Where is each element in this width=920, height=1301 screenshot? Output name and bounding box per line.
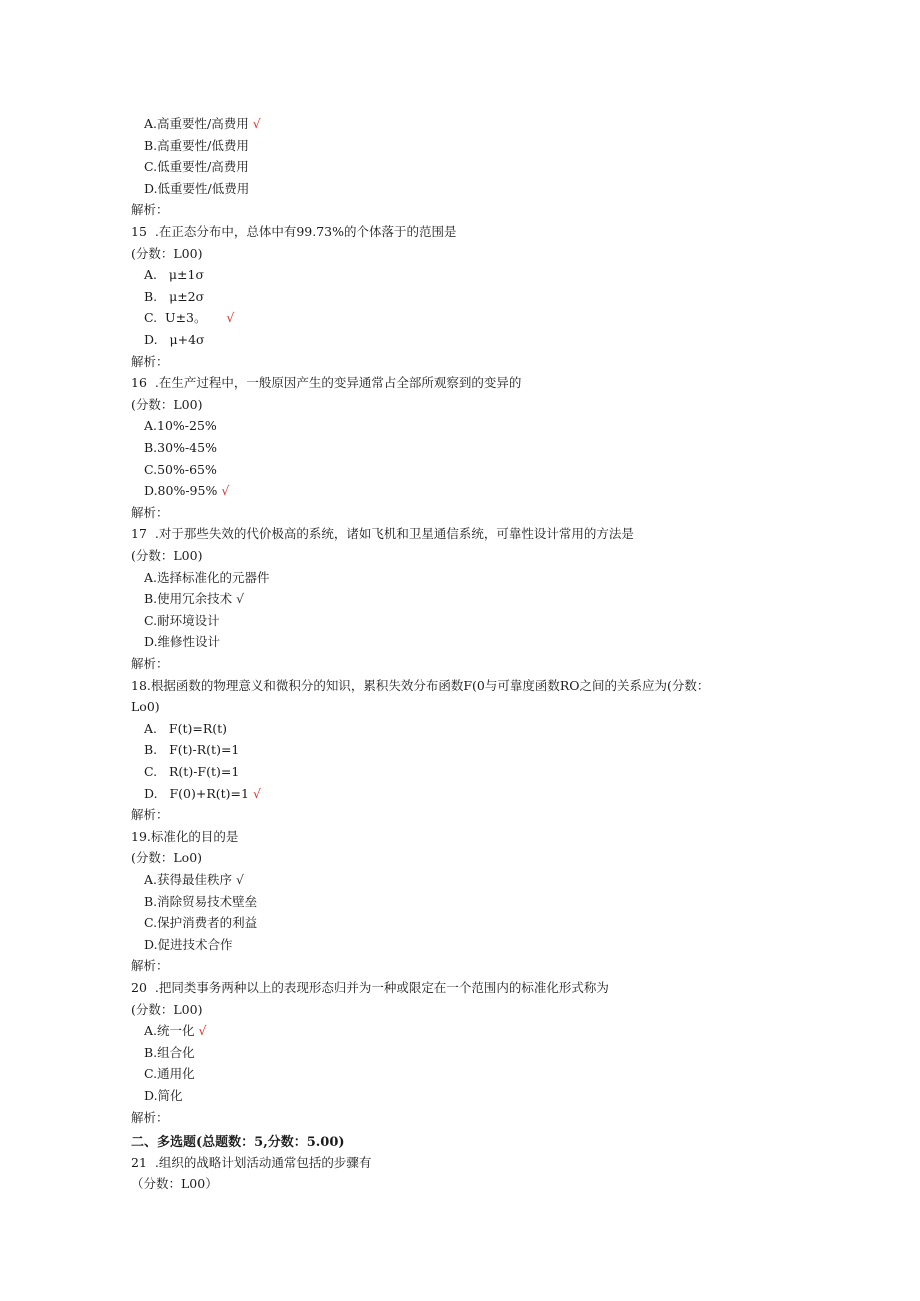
line-text: (分数：Lo0) [131,850,203,866]
line-text: 解析： [131,353,169,369]
answer-option [144,462,217,478]
line-text: A.10%-25% [144,418,217,434]
question-line [131,1176,218,1192]
answer-option [144,1045,195,1061]
line-text: C.保护消费者的利益 [144,915,258,931]
line-text: A. F(t)=R(t) [144,720,228,736]
answer-option [144,332,205,348]
check-mark-icon: √ [221,483,230,499]
question-line [131,980,609,996]
line-text: (分数：L00) [131,396,203,412]
line-text: B.消除贸易技术壁垒 [144,893,258,909]
question-line [131,224,457,240]
line-text: 18.根据函数的物理意义和微积分的知识，累积失效分布函数F(0与可靠度函数RO之间的关系应为(分数： [131,677,710,693]
line-text: 解析： [131,958,169,974]
line-text: 19.标准化的目的是 [131,828,239,844]
line-text: A.高重要性/高费用 [144,116,249,131]
line-text: 20 .把同类事务两种以上的表现形态归并为一种或限定在一个范围内的标准化形式称为 [131,980,609,995]
answer-option [144,181,249,197]
line-text: B. μ±2σ [144,288,205,304]
answer-option [144,440,217,456]
question-line [131,548,202,564]
question-line [131,505,169,521]
line-text: (分数：L00) [131,1001,203,1017]
question-line [131,958,169,974]
answer-option [144,786,261,802]
question-line [131,202,169,218]
line-text: (分数：L00) [131,245,203,261]
line-text: 解析： [131,656,169,671]
question-line [131,246,202,262]
line-text: 解析： [131,1109,169,1125]
question-line [131,678,709,694]
answer-option [144,267,204,283]
answer-option [144,742,239,758]
line-text: A.统一化 [144,1023,195,1039]
line-text: B.使用冗余技术 [144,591,233,607]
question-line [131,829,238,845]
line-text: (分数：L00) [131,548,203,563]
answer-option [144,634,220,650]
line-text: D.促进技术合作 [144,936,233,952]
question-line [131,354,169,370]
answer-option [144,418,217,434]
answer-option [144,894,257,910]
answer-option [144,764,239,780]
line-text: 二、多选题(总题数：5,分数：5.00) [131,1135,345,1151]
line-text: D. F(0)+R(t)=1 [144,785,249,801]
question-line [131,850,202,866]
question-line [131,526,634,542]
answer-option [144,310,234,326]
question-line [131,807,169,823]
question-line [131,699,160,715]
line-text: A.选择标准化的元器件 [144,569,270,585]
answer-option [144,1066,195,1082]
question-line [131,375,521,391]
line-text: C.通用化 [144,1066,195,1082]
line-text: A.获得最佳秩序 [144,872,233,887]
line-text: 解析： [131,504,169,520]
question-line [131,1110,169,1126]
line-text: D.低重要性/低费用 [144,180,250,196]
line-text: （分数：L00） [131,1176,218,1192]
line-text: A. μ±1σ [144,267,205,283]
line-text: B. F(t)-R(t)=1 [144,742,240,758]
line-text: 15 .在正态分布中，总体中有99.73%的个体落于的范围是 [131,224,457,239]
answer-option [144,483,229,499]
check-mark-icon: √ [252,785,261,801]
answer-option [144,1023,206,1039]
answer-option [144,116,261,132]
line-text: B.组合化 [144,1044,195,1060]
line-text: C. R(t)-F(t)=1 [144,764,240,779]
check-mark-icon: √ [226,310,235,326]
question-line [131,397,202,413]
answer-option [144,915,257,931]
line-text: C.低重要性/高费用 [144,159,249,175]
question-line [131,656,169,672]
answer-option [144,289,204,305]
check-mark-icon: √ [198,1023,207,1039]
line-text: C.耐环境设计 [144,612,220,628]
check-mark-icon: √ [252,116,261,131]
line-text: 解析： [131,807,169,823]
line-text: C. U±3。 [144,310,223,326]
line-text: D. μ+4σ [144,332,205,347]
line-text: Lo0) [131,699,160,715]
line-text: 16 .在生产过程中，一般原因产生的变异通常占全部所观察到的变异的 [131,375,522,391]
answer-option [144,872,244,888]
line-text: 21 .组织的战略计划活动通常包括的步骤有 [131,1154,372,1170]
answer-option [144,721,227,737]
answer-option [144,570,270,586]
line-text: 解析： [131,202,169,218]
answer-option [144,613,220,629]
answer-option [144,159,249,175]
answer-option [144,138,249,154]
line-text: 17 .对于那些失效的代价极高的系统，诸如飞机和卫星通信系统，可靠性设计常用的方法是 [131,526,634,542]
check-mark-icon: √ [236,872,244,887]
answer-option [144,1088,183,1104]
section-heading [131,1135,345,1151]
answer-option [144,591,244,607]
check-mark-icon: √ [236,591,245,607]
question-line [131,1155,371,1171]
answer-option [144,937,233,953]
line-text: C.50%-65% [144,461,217,477]
line-text: D.简化 [144,1088,183,1103]
line-text: B.30%-45% [144,440,217,455]
line-text: B.高重要性/低费用 [144,137,249,153]
line-text: D.80%-95% [144,483,218,499]
line-text: D.维修性设计 [144,634,221,650]
question-line [131,1002,202,1018]
